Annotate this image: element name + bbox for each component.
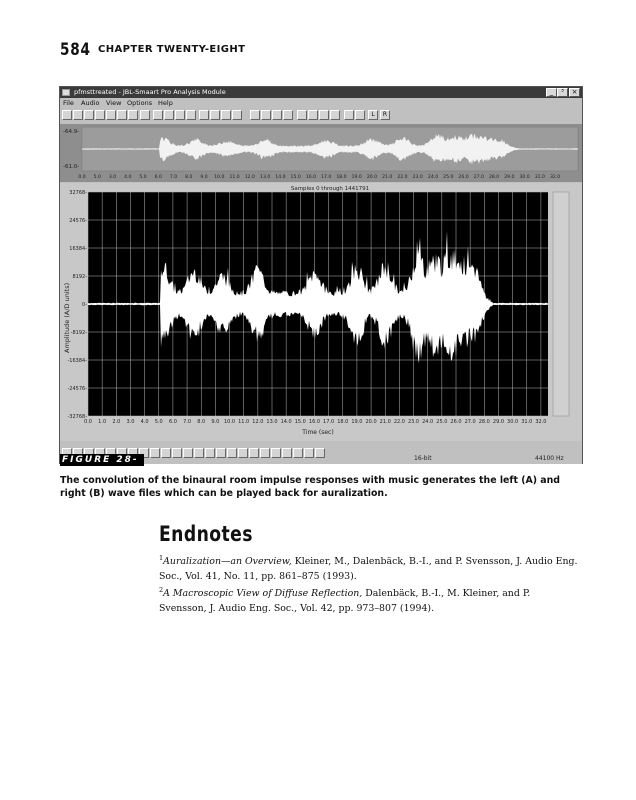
app-icon: [62, 89, 70, 96]
x-tick-label: 0.0: [84, 419, 92, 425]
x-tick-label: 30.0: [507, 419, 519, 425]
x-tick-label: 3.0: [126, 419, 135, 425]
x-tick-label: 31.0: [521, 419, 533, 425]
overview-tick-label: 5.0: [93, 175, 101, 180]
overview-tick-label: 9.0: [200, 175, 208, 180]
toolbar-button[interactable]: [128, 110, 138, 120]
toolbar-button[interactable]: [106, 110, 116, 120]
bottom-toolbar-button[interactable]: [227, 448, 237, 458]
overview-tick-label: 8.0: [185, 175, 193, 180]
bottom-toolbar-button[interactable]: [205, 448, 215, 458]
endnote-title: A Macroscopic View of Diffuse Reflection,: [163, 588, 363, 600]
window-title: pfmsttreated - JBL-Smaart Pro Analysis Module: [74, 88, 226, 96]
overview-tick-label: 13.0: [260, 175, 271, 180]
x-tick-label: 8.0: [197, 419, 206, 425]
overview-tick-label: 5.0: [139, 175, 147, 180]
x-tick-label: 27.0: [464, 419, 476, 425]
overview-tick-label: 21.0: [382, 175, 393, 180]
y-tick-label: 8192-: [72, 274, 87, 280]
endnote-1: [159, 551, 579, 584]
close-button[interactable]: ×: [569, 88, 580, 97]
bottom-toolbar-button[interactable]: [304, 448, 314, 458]
toolbar-button[interactable]: L: [368, 110, 378, 120]
overview-tick-label: 15.0: [290, 175, 301, 180]
toolbar-button[interactable]: [297, 110, 307, 120]
menu-file[interactable]: File: [63, 99, 74, 107]
endnote-text: Dalenbäck, B.-I., M. Kleiner, and P. Svensson, J. Audio Eng. Soc., Vol. 42, pp. 973–807 (1994).: [159, 588, 531, 615]
y-tick-label: 0-: [82, 302, 87, 308]
x-tick-label: 23.0: [407, 419, 420, 425]
figure-caption: The convolution of the binaural room impulse responses with music generates the left (A) and right (B) wave files which can be played back for auralization.: [60, 475, 561, 499]
overview-tick-label: 19.0: [351, 175, 362, 180]
toolbar-button[interactable]: [355, 110, 365, 120]
overview-tick-label: 14.0: [275, 175, 286, 180]
chapter-title: CHAPTER TWENTY-EIGHT: [98, 44, 246, 55]
toolbar-button[interactable]: [140, 110, 150, 120]
menu-bar: [60, 98, 582, 108]
overview-tick-label: 30.0: [519, 175, 530, 180]
overview-tick-label: 26.0: [458, 175, 469, 180]
main-plot-panel: [60, 183, 582, 441]
x-tick-label: 17.0: [323, 419, 335, 425]
window-titlebar: [60, 87, 582, 98]
x-tick-label: 11.0: [238, 419, 250, 425]
y-tick-label: 24576-: [69, 218, 87, 224]
bottom-toolbar-button[interactable]: [315, 448, 325, 458]
bottom-toolbar-button[interactable]: [249, 448, 259, 458]
bottom-toolbar-button[interactable]: [183, 448, 193, 458]
toolbar-button[interactable]: [261, 110, 271, 120]
x-tick-label: 1.0: [98, 419, 107, 425]
y-tick-label: -8192-: [70, 330, 87, 336]
endnote-title: Auralization—an Overview,: [163, 556, 292, 568]
y-tick-label: -32768-: [67, 414, 87, 420]
toolbar: [60, 109, 582, 123]
toolbar-button[interactable]: [62, 110, 72, 120]
overview-tick-label: 18.0: [336, 175, 347, 180]
y-tick-label: 32768-: [69, 190, 87, 196]
toolbar-button[interactable]: [199, 110, 209, 120]
y-axis-label: Amplitude (A/D units): [63, 282, 71, 353]
toolbar-button[interactable]: [250, 110, 260, 120]
overview-waveform-svg: [60, 124, 582, 182]
bottom-toolbar-button[interactable]: [282, 448, 292, 458]
overview-tick-label: 25.0: [443, 175, 454, 180]
menu-audio[interactable]: Audio: [81, 99, 100, 107]
x-tick-label: 15.0: [294, 419, 306, 425]
x-tick-label: 18.0: [337, 419, 349, 425]
overview-top-label: -64.9-: [63, 129, 80, 135]
y-tick-label: -16384-: [67, 358, 87, 364]
toolbar-button[interactable]: [232, 110, 242, 120]
x-tick-label: 20.0: [365, 419, 377, 425]
figure-label: FIGURE 28-10B: [60, 454, 144, 466]
bottom-toolbar-button[interactable]: [293, 448, 303, 458]
x-tick-label: 9.0: [211, 419, 220, 425]
x-tick-label: 29.0: [492, 419, 505, 425]
y-tick-label: 16384-: [69, 246, 87, 252]
overview-tick-label: 16.0: [305, 175, 317, 180]
overview-tick-label: 24.0: [427, 175, 439, 180]
toolbar-button[interactable]: [153, 110, 163, 120]
toolbar-button[interactable]: [330, 110, 340, 120]
x-tick-label: 22.0: [393, 419, 405, 425]
endnote-number: 1: [159, 554, 164, 562]
bottom-toolbar-button[interactable]: [150, 448, 160, 458]
overview-tick-label: 23.0: [412, 175, 423, 180]
bottom-toolbar-button[interactable]: [194, 448, 204, 458]
analysis-window-screenshot: [59, 86, 583, 464]
y-tick-label: -24576-: [67, 386, 87, 392]
endnote-2: [159, 583, 579, 616]
bottom-toolbar-button[interactable]: [260, 448, 270, 458]
x-tick-label: 13.0: [266, 419, 278, 425]
x-tick-label: 14.0: [280, 419, 292, 425]
toolbar-button[interactable]: [117, 110, 127, 120]
bottom-toolbar-button[interactable]: [238, 448, 248, 458]
overview-tick-label: 31.0: [534, 175, 545, 180]
endnote-text: Kleiner, M., Dalenbäck, B.-I., and P. Svensson, J. Audio Eng. Soc., Vol. 41, No. 11, pp. 861–875 (1993).: [159, 556, 578, 583]
toolbar-button[interactable]: [73, 110, 83, 120]
x-tick-label: 32.0: [535, 419, 547, 425]
x-tick-label: 7.0: [183, 419, 192, 425]
overview-tick-label: 7.0: [169, 175, 178, 180]
toolbar-button[interactable]: [344, 110, 354, 120]
toolbar-button[interactable]: [319, 110, 329, 120]
x-tick-label: 24.0: [422, 419, 434, 425]
toolbar-button[interactable]: [221, 110, 231, 120]
plot-subtitle: Samples 0 through 1441791: [290, 186, 370, 192]
x-axis-label: Time (sec): [302, 429, 334, 436]
endnote-number: 2: [159, 586, 164, 594]
x-tick-label: 19.0: [351, 419, 363, 425]
toolbar-button[interactable]: [84, 110, 94, 120]
x-tick-label: 6.0: [168, 419, 177, 425]
overview-tick-label: 17.0: [321, 175, 332, 180]
overview-tick-label: 32.0: [549, 175, 561, 180]
maximize-button[interactable]: ³: [557, 88, 568, 97]
overview-tick-label: 20.0: [366, 175, 378, 180]
overview-tick-label: 28.0: [488, 175, 500, 180]
bottom-toolbar-button[interactable]: [172, 448, 182, 458]
overview-tick-label: 11.0: [229, 175, 240, 180]
bottom-toolbar-button[interactable]: [216, 448, 226, 458]
amplitude-plot-svg: [60, 183, 582, 441]
x-tick-label: 4.0: [140, 419, 149, 425]
menu-view[interactable]: View: [106, 99, 122, 107]
overview-tick-label: 22.0: [397, 175, 408, 180]
bottom-toolbar-button[interactable]: [161, 448, 171, 458]
toolbar-button[interactable]: [95, 110, 105, 120]
overview-tick-label: 4.0: [124, 175, 132, 180]
overview-tick-label: 0.0: [78, 175, 86, 180]
page-number: 584: [60, 40, 91, 60]
x-tick-label: 25.0: [436, 419, 448, 425]
x-tick-label: 2.0: [112, 419, 121, 425]
overview-tick-label: 27.0: [473, 175, 484, 180]
toolbar-button[interactable]: [175, 110, 185, 120]
toolbar-button[interactable]: [308, 110, 318, 120]
x-tick-label: 16.0: [308, 419, 321, 425]
overview-tick-label: 10.0: [214, 175, 225, 180]
overview-panel: [60, 124, 582, 182]
x-tick-label: 5.0: [154, 419, 163, 425]
minimize-button[interactable]: _: [546, 88, 557, 97]
toolbar-button[interactable]: [283, 110, 293, 120]
overview-tick-label: 3.0: [108, 175, 117, 180]
menu-help[interactable]: Help: [158, 99, 173, 107]
toolbar-button[interactable]: [210, 110, 220, 120]
x-tick-label: 28.0: [478, 419, 490, 425]
toolbar-button[interactable]: [272, 110, 282, 120]
menu-options[interactable]: Options: [127, 99, 153, 107]
overview-tick-label: 29.0: [504, 175, 515, 180]
x-tick-label: 12.0: [252, 419, 264, 425]
status-bit-depth: 16-bit: [414, 455, 432, 462]
bottom-toolbar-button[interactable]: [271, 448, 281, 458]
overview-bottom-label: -61.0-: [63, 164, 80, 170]
x-tick-label: 21.0: [379, 419, 391, 425]
vertical-scrollbar[interactable]: [553, 192, 569, 416]
toolbar-button[interactable]: R: [380, 110, 390, 120]
overview-tick-label: 12.0: [244, 175, 255, 180]
toolbar-button[interactable]: [186, 110, 196, 120]
x-tick-label: 26.0: [450, 419, 462, 425]
overview-tick-label: 6.0: [154, 175, 162, 180]
status-sample-rate: 44100 Hz: [535, 455, 564, 462]
toolbar-button[interactable]: [164, 110, 174, 120]
x-tick-label: 10.0: [223, 419, 236, 425]
endnotes-heading: Endnotes: [159, 522, 253, 546]
